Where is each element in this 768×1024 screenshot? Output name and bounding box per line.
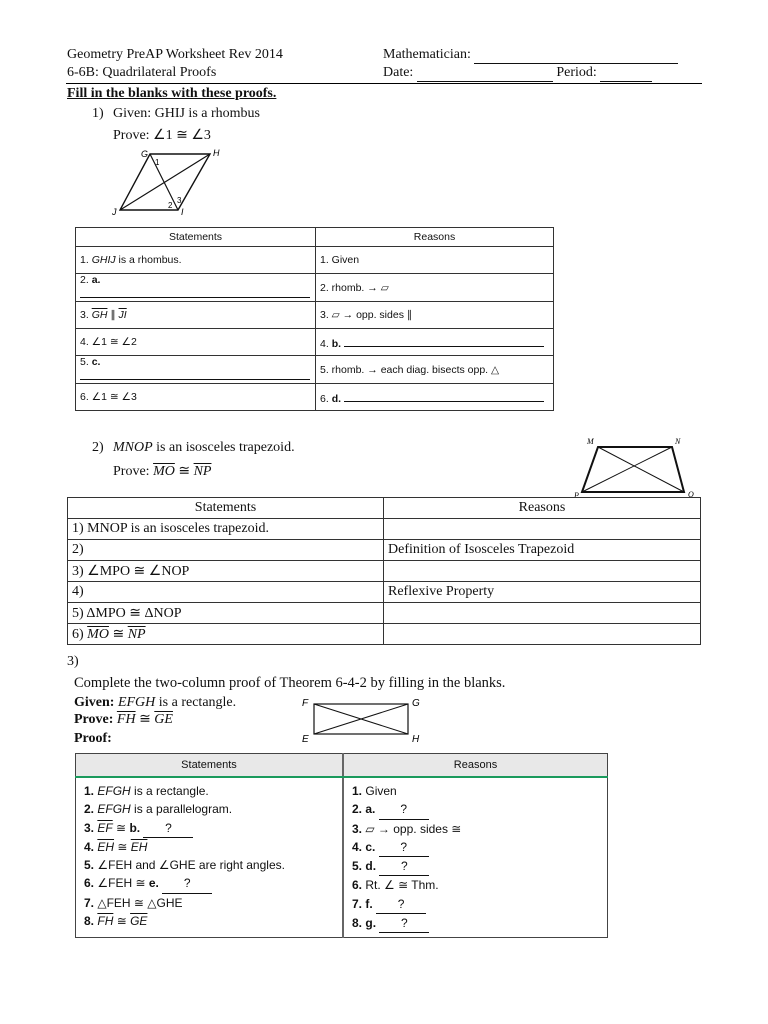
p1-col-statements: Statements	[76, 228, 316, 247]
label-f: F	[302, 698, 309, 709]
p1-reason-2: 2. rhomb. → ▱	[316, 274, 554, 302]
p2-statement-6: 6) $\overline{MO}$ ≅ $\overline{NP}$	[68, 624, 384, 645]
period-blank[interactable]	[600, 65, 652, 82]
table-row: 8. $\overline{FH}$ ≅ $\overline{GE}$	[84, 914, 148, 929]
p1-statement-3: 3. $\overline{GH}$ ∥ $\overline{JI}$	[76, 302, 316, 329]
p2-reason-6[interactable]	[384, 624, 701, 645]
p1-statement-6: 6. ∠1 ≅ ∠3	[76, 384, 316, 411]
table-row	[68, 603, 701, 624]
label-h: H	[213, 148, 220, 158]
p3-intro: Complete the two-column proof of Theorem 6-4-2 by filling in the blanks.	[74, 675, 506, 691]
label-n: N	[675, 437, 681, 446]
date-blank[interactable]	[417, 65, 553, 82]
blank-d[interactable]: ?	[379, 857, 429, 876]
p2-statement-5: 5) ΔMPO ≅ ΔNOP	[68, 603, 384, 624]
date-label: Date:	[383, 65, 414, 80]
p1-reason-3: 3. ▱ → opp. sides ∥	[316, 302, 554, 329]
p2-number: 2)	[92, 440, 104, 455]
table-row	[76, 384, 554, 411]
label-p: P	[574, 491, 579, 500]
label-i: I	[181, 207, 184, 217]
p2-reason-2: Definition of Isosceles Trapezoid	[384, 540, 701, 561]
blank-e[interactable]: ?	[162, 874, 212, 893]
p3-col-reasons: Reasons	[343, 754, 608, 778]
p2-given: MNOP is an isosceles trapezoid.	[113, 440, 295, 455]
table-row: 7. △FEH ≅ △GHE	[84, 895, 183, 910]
table-row[interactable]: 6. ∠FEH ≅ e. ?	[84, 874, 334, 893]
period-label: Period:	[556, 65, 597, 80]
table-row	[76, 329, 554, 356]
table-row[interactable]: 7. f. ?	[352, 895, 599, 914]
mathematician-field[interactable]	[383, 47, 678, 64]
blank-c[interactable]: ?	[379, 838, 429, 857]
p1-given: Given: GHIJ is a rhombus	[113, 106, 260, 121]
blank-f[interactable]: ?	[376, 895, 426, 914]
blank-a[interactable]: ?	[379, 800, 429, 819]
trapezoid-shape	[582, 447, 684, 492]
p3-proof-table	[75, 753, 608, 938]
p3-number: 3)	[67, 654, 79, 669]
label-o: O	[688, 490, 694, 499]
table-row	[68, 561, 701, 582]
blank-b[interactable]: ?	[143, 819, 193, 838]
instructions: Fill in the blanks with these proofs.	[67, 86, 277, 101]
angle-1-label: 1	[155, 158, 160, 167]
trapezoid-diagonal-mo	[598, 447, 684, 492]
blank-b[interactable]	[344, 335, 544, 347]
p1-reason-5: 5. rhomb. → each diag. bisects opp. △	[316, 356, 554, 384]
p2-proof-table	[67, 497, 701, 645]
table-row: 1. Given	[352, 784, 397, 798]
table-row: 6. Rt. ∠ ≅ Thm.	[352, 878, 439, 893]
table-row: 1. EFGH is a rectangle.	[84, 784, 209, 798]
table-row	[68, 519, 701, 540]
p2-prove: Prove: $\overline{MO}$ ≅ $\overline{NP}$	[113, 464, 212, 479]
label-h2: H	[412, 734, 420, 745]
label-g2: G	[412, 698, 420, 709]
p2-reason-1[interactable]	[384, 519, 701, 540]
p1-statement-5[interactable]: 5. c.	[76, 356, 316, 384]
label-m: M	[587, 437, 594, 446]
table-row	[76, 356, 554, 384]
p2-statement-1: 1) MNOP is an isosceles trapezoid.	[68, 519, 384, 540]
rhombus-diagonal-hj	[120, 154, 210, 210]
p3-statements	[76, 777, 344, 938]
p1-statement-1: 1. GHIJ is a rhombus.	[76, 247, 316, 274]
table-row[interactable]: 4. c. ?	[352, 838, 599, 857]
date-period-field[interactable]	[383, 65, 652, 82]
p1-prove: Prove: ∠1 ≅ ∠3	[113, 128, 211, 143]
table-row	[76, 247, 554, 274]
table-row	[76, 302, 554, 329]
trapezoid-figure	[570, 434, 705, 500]
p1-statement-2[interactable]: 2. a.	[76, 274, 316, 302]
p1-col-reasons: Reasons	[316, 228, 554, 247]
mathematician-blank[interactable]	[474, 47, 678, 64]
p2-reason-3[interactable]	[384, 561, 701, 582]
table-row: 2. EFGH is a parallelogram.	[84, 802, 233, 817]
label-e: E	[302, 734, 309, 745]
angle-3-label: 3	[177, 196, 182, 205]
p3-proof-label: Proof:	[74, 731, 112, 746]
blank-g[interactable]: ?	[379, 914, 429, 933]
p2-reason-4: Reflexive Property	[384, 582, 701, 603]
label-g: G	[141, 149, 149, 159]
table-row	[68, 582, 701, 603]
p1-statement-4: 4. ∠1 ≅ ∠2	[76, 329, 316, 356]
table-row[interactable]: 8. g. ?	[352, 914, 599, 933]
p1-reason-1: 1. Given	[316, 247, 554, 274]
p1-reason-6[interactable]: 6. d.	[316, 384, 554, 411]
table-row: 4. $\overline{EH}$ ≅ $\overline{EH}$	[84, 839, 148, 854]
p2-col-reasons: Reasons	[384, 498, 701, 519]
table-row	[76, 274, 554, 302]
p3-prove: Prove: $\overline{FH}$ ≅ $\overline{GE}$	[74, 712, 173, 727]
worksheet-title: Geometry PreAP Worksheet Rev 2014	[67, 47, 283, 62]
table-row	[68, 540, 701, 561]
p2-statement-4[interactable]: 4)	[68, 582, 384, 603]
p1-proof-table	[75, 227, 554, 411]
p1-reason-4[interactable]: 4. b.	[316, 329, 554, 356]
header-rule	[66, 83, 702, 84]
rhombus-figure	[108, 145, 228, 217]
p2-statement-3: 3) ∠MPO ≅ ∠NOP	[68, 561, 384, 582]
table-row[interactable]: 3. $\overline{EF}$ ≅ b. ?	[84, 819, 334, 838]
rectangle-figure	[296, 694, 428, 746]
worksheet-subtitle: 6-6B: Quadrilateral Proofs	[67, 65, 217, 80]
blank-c[interactable]	[80, 368, 310, 380]
table-row[interactable]: 2. a. ?	[352, 800, 599, 819]
p1-number: 1)	[92, 106, 104, 121]
table-row[interactable]: 5. d. ?	[352, 857, 599, 876]
blank-a[interactable]	[80, 286, 310, 298]
p2-col-statements: Statements	[68, 498, 384, 519]
p2-reason-5[interactable]	[384, 603, 701, 624]
p3-col-statements: Statements	[76, 754, 344, 778]
p3-given: Given: EFGH is a rectangle.	[74, 695, 237, 710]
table-row: 3. ▱ → opp. sides ≅	[352, 821, 462, 836]
label-j: J	[112, 207, 117, 217]
table-row: 5. ∠FEH and ∠GHE are right angles.	[84, 858, 285, 873]
angle-2-label: 2	[168, 201, 173, 210]
p3-reasons	[343, 777, 608, 938]
p2-statement-2[interactable]: 2)	[68, 540, 384, 561]
blank-d[interactable]	[344, 390, 544, 402]
table-row	[68, 624, 701, 645]
mathematician-label: Mathematician:	[383, 47, 471, 62]
